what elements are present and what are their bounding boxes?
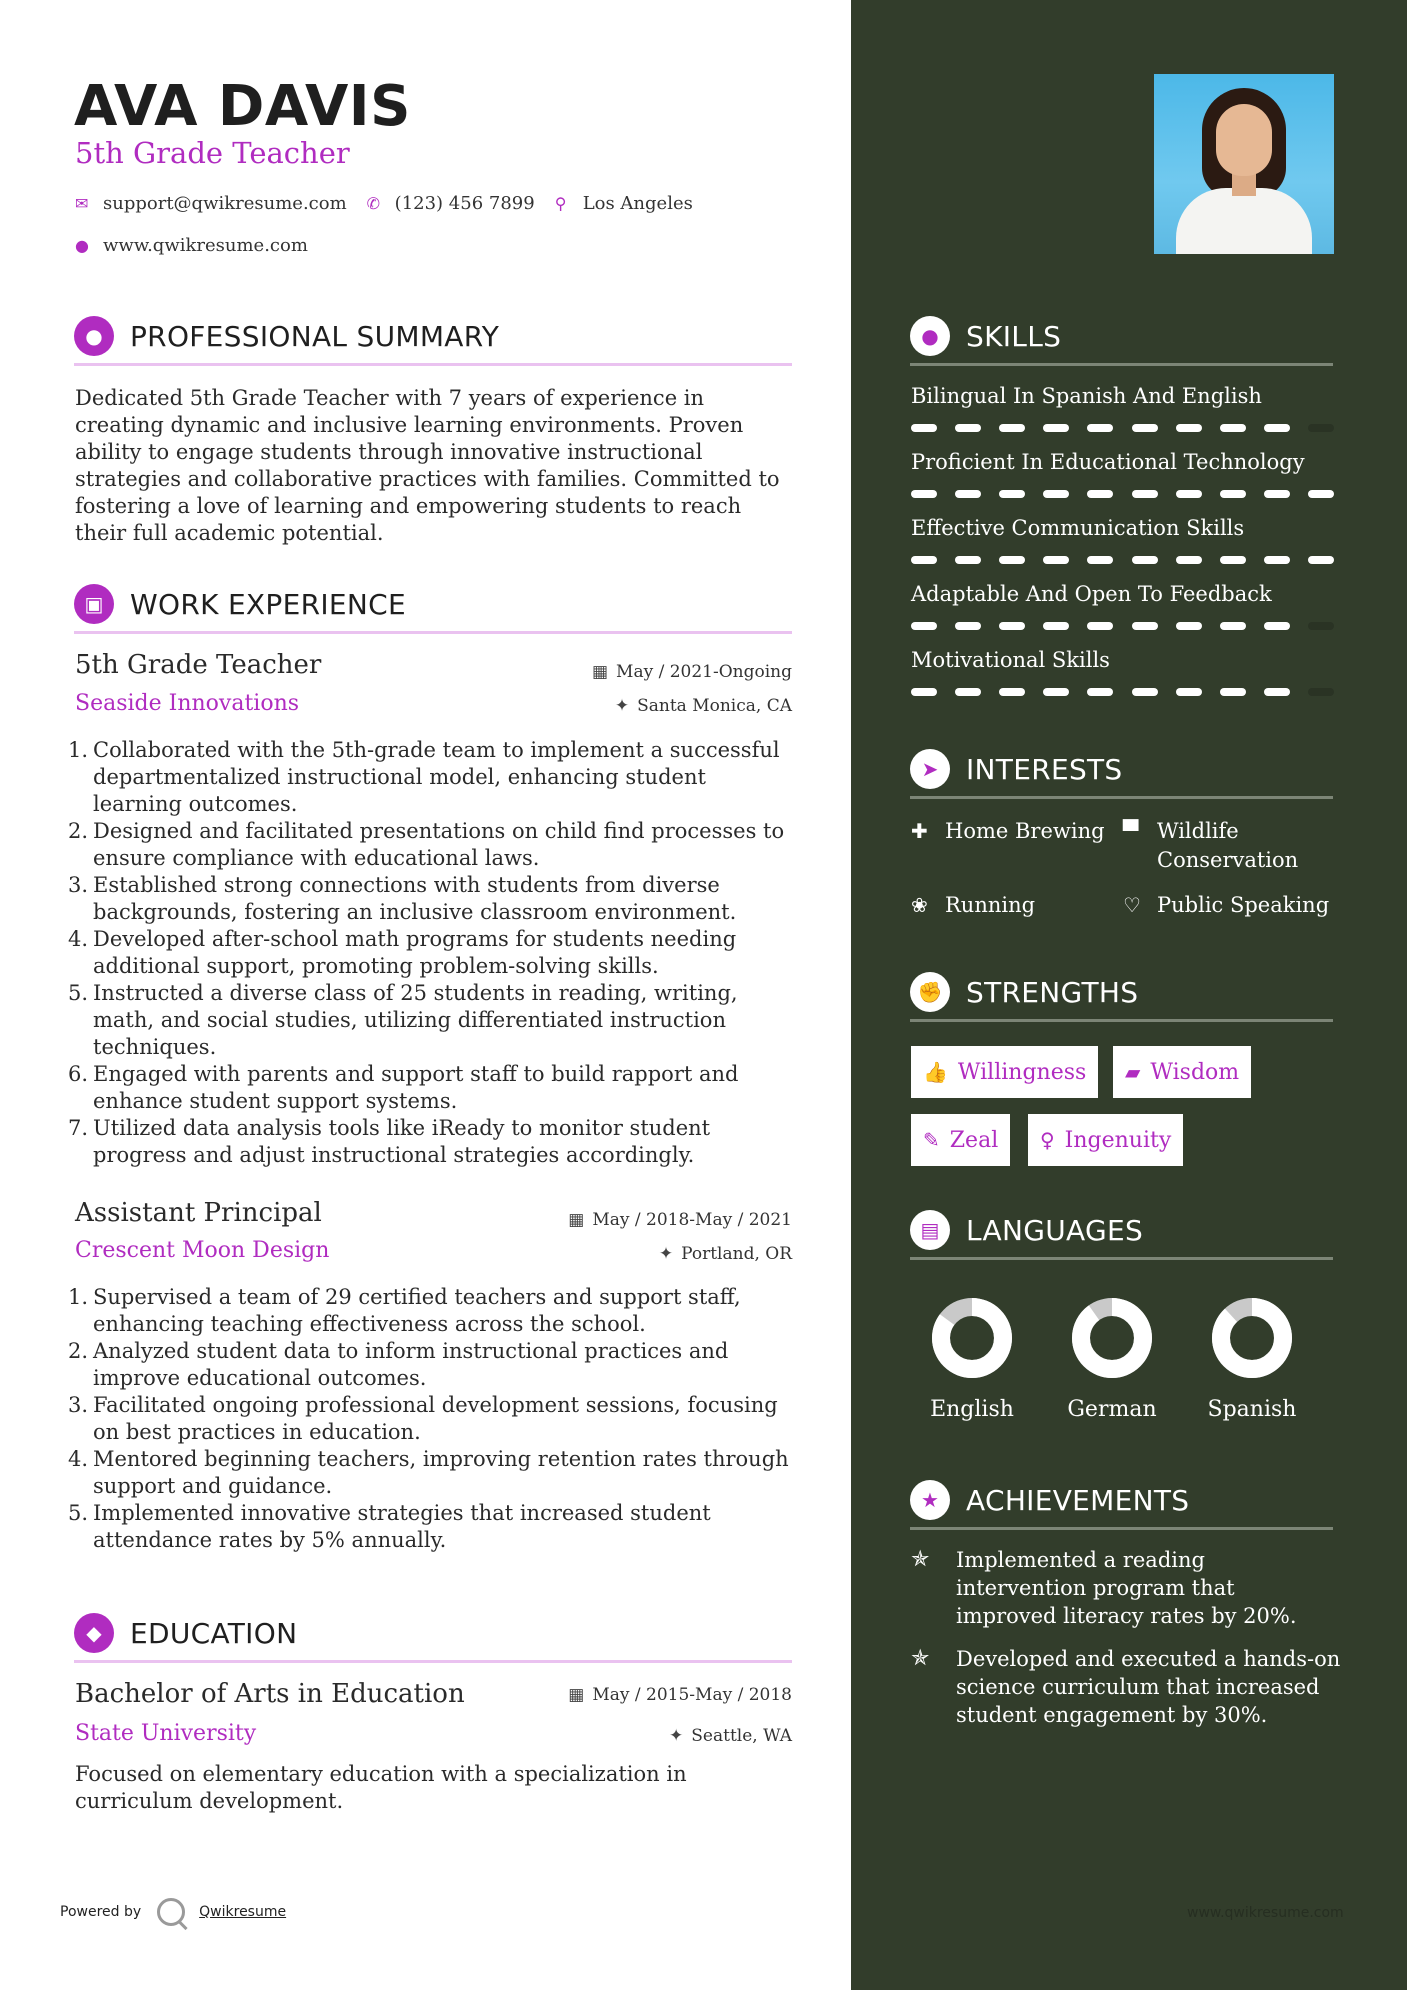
book-icon: ▰ — [1125, 1060, 1141, 1084]
fist-icon: ✊ — [910, 972, 950, 1012]
strength-tag — [1028, 1114, 1183, 1166]
rating-dash — [955, 688, 981, 696]
paper-plane-icon: ➤ — [910, 749, 950, 789]
website-link[interactable]: www.qwikresume.com — [103, 235, 308, 256]
rating-dash — [911, 424, 937, 432]
list-item: 2. Analyzed student data to inform instructional practices and improve educational outcomes. — [68, 1339, 729, 1390]
rating-dash — [999, 424, 1025, 432]
rating-dash — [955, 556, 981, 564]
skills-title: SKILLS — [966, 320, 1062, 353]
interest-label: Running — [945, 893, 1036, 917]
achievements-header — [910, 1480, 1333, 1530]
rating-dash — [1220, 424, 1246, 432]
summary-text: Dedicated 5th Grade Teacher with 7 years of experience in creating dynamic and inclusive learning environments. Proven ability to engage students through innovative instructional strategies and collaborative practices with families. Committed to fostering a love of learning and empowering students to reach their full academic potential. — [75, 386, 780, 545]
rating-dash — [999, 622, 1025, 630]
rating-dash — [955, 490, 981, 498]
rating-dash — [1176, 490, 1202, 498]
strengths-header — [910, 972, 1333, 1022]
education-header — [74, 1613, 792, 1663]
language-label: German — [1067, 1397, 1157, 1422]
interests-header — [910, 749, 1333, 799]
language-level-ring — [931, 1297, 1013, 1379]
rating-dash — [1176, 556, 1202, 564]
job-2-place: Portland, OR — [681, 1244, 792, 1264]
qwikresume-link[interactable]: Qwikresume — [199, 1904, 287, 1920]
skill-rating-bar — [911, 490, 1334, 498]
rating-dash — [911, 688, 937, 696]
phone-text: (123) 456 7899 — [394, 193, 535, 214]
education-place: Seattle, WA — [691, 1726, 792, 1746]
language-label: Spanish — [1207, 1397, 1297, 1422]
language-level-arc — [1221, 1307, 1283, 1369]
puzzle-icon: ✚ — [911, 819, 928, 843]
skill-label: Adaptable And Open To Feedback — [911, 582, 1272, 606]
summary-title: PROFESSIONAL SUMMARY — [130, 320, 500, 353]
graduation-cap-icon: ◆ — [74, 1613, 114, 1653]
education-dates-row — [568, 1685, 792, 1705]
lightbulb-icon: ♀ — [1040, 1128, 1055, 1152]
user-icon: ● — [74, 316, 114, 356]
strength-label: Ingenuity — [1064, 1127, 1172, 1153]
rating-dash — [911, 490, 937, 498]
rating-dash — [955, 424, 981, 432]
strength-label: Wisdom — [1150, 1059, 1240, 1085]
rating-dash — [1308, 556, 1334, 564]
job-2-company: Crescent Moon Design — [75, 1238, 330, 1263]
job-1-duties — [68, 737, 798, 1169]
interest-label: Public Speaking — [1157, 893, 1330, 917]
strengths-title: STRENGTHS — [966, 976, 1139, 1009]
rating-dash — [1132, 490, 1158, 498]
rating-dash — [1043, 622, 1069, 630]
achievement-text: Implemented a reading intervention program that improved literacy rates by 20%. — [956, 1548, 1297, 1628]
education-place-row — [669, 1726, 792, 1746]
skill-label: Motivational Skills — [911, 648, 1110, 672]
experience-title: WORK EXPERIENCE — [130, 588, 406, 621]
rating-dash — [1087, 556, 1113, 564]
star-icon: ✯ — [911, 1547, 930, 1572]
experience-header — [74, 584, 792, 634]
skill-rating-bar — [911, 424, 1334, 432]
qwikresume-logo-icon — [157, 1898, 185, 1926]
book-icon: ▀ — [1123, 819, 1139, 843]
rating-dash — [1264, 556, 1290, 564]
location-text: Los Angeles — [582, 193, 693, 214]
rating-dash — [911, 622, 937, 630]
rating-dash — [1308, 622, 1334, 630]
contact-row — [75, 193, 693, 214]
job-2-title: Assistant Principal — [75, 1198, 322, 1228]
rating-dash — [911, 556, 937, 564]
job-1-title: 5th Grade Teacher — [75, 650, 322, 680]
rating-dash — [1308, 424, 1334, 432]
achievement-item — [911, 1546, 1341, 1630]
list-item: 3. Established strong connections with students from diverse backgrounds, fostering an inclusive classroom environment. — [68, 873, 737, 924]
skill-rating-bar — [911, 688, 1334, 696]
education-text: Focused on elementary education with a specialization in curriculum development. — [75, 1762, 687, 1813]
rating-dash — [999, 556, 1025, 564]
calendar-icon: ▦ — [568, 1210, 585, 1230]
strength-label: Willingness — [957, 1059, 1087, 1085]
list-item: 5. Implemented innovative strategies that increased student attendance rates by 5% annually. — [68, 1501, 711, 1552]
list-item: 2. Designed and facilitated presentations on child find processes to ensure compliance with educational laws. — [68, 819, 785, 870]
powered-by-text: Powered by — [60, 1904, 142, 1920]
job-2-duties — [68, 1284, 798, 1554]
rating-dash — [1176, 424, 1202, 432]
list-item: 4. Developed after-school math programs for students needing additional support, promoting problem-solving skills. — [68, 927, 737, 978]
pin-icon: ✦ — [658, 1244, 674, 1264]
list-item: 5. Instructed a diverse class of 25 students in reading, writing, math, and social studies, utilizing differentiated instruction techniques. — [68, 981, 738, 1059]
rating-dash — [1087, 490, 1113, 498]
summary-header — [74, 316, 792, 366]
rating-dash — [999, 688, 1025, 696]
candidate-role: 5th Grade Teacher — [75, 136, 350, 170]
rating-dash — [1264, 490, 1290, 498]
briefcase-icon: ▣ — [74, 584, 114, 624]
website-row — [75, 235, 308, 256]
school-name: State University — [75, 1721, 257, 1746]
job-1-dates: May / 2021-Ongoing — [616, 662, 792, 682]
pin-icon: ✦ — [614, 696, 630, 716]
rating-dash — [1308, 490, 1334, 498]
pen-icon: ✎ — [923, 1128, 940, 1152]
language-icon: ▤ — [910, 1210, 950, 1250]
thumbs-up-icon: 👍 — [923, 1060, 948, 1084]
sidebar — [851, 0, 1407, 1990]
footer-website: www.qwikresume.com — [1187, 1905, 1344, 1921]
envelope-icon: ✉ — [75, 194, 89, 213]
skill-label: Proficient In Educational Technology — [911, 450, 1305, 474]
job-1-company: Seaside Innovations — [75, 691, 300, 716]
interest-item — [911, 817, 1105, 846]
interest-label: Wildlife Conservation — [1157, 819, 1299, 872]
rating-dash — [999, 490, 1025, 498]
rating-dash — [1220, 622, 1246, 630]
rating-dash — [1220, 490, 1246, 498]
achievement-item — [911, 1645, 1341, 1729]
paw-icon: ❀ — [911, 893, 928, 917]
rating-dash — [1308, 688, 1334, 696]
email-link[interactable]: support@qwikresume.com — [103, 193, 347, 214]
globe-icon: ● — [75, 236, 89, 255]
rating-dash — [1043, 556, 1069, 564]
interest-label: Home Brewing — [945, 819, 1105, 843]
rating-dash — [1087, 622, 1113, 630]
footer — [60, 1898, 286, 1926]
list-item: 6. Engaged with parents and support staff to build rapport and enhance student support systems. — [68, 1062, 739, 1113]
map-pin-icon: ⚲ — [554, 194, 567, 213]
job-2-dates-row — [568, 1210, 792, 1230]
skill-label: Bilingual In Spanish And English — [911, 384, 1262, 408]
rating-dash — [1220, 688, 1246, 696]
interest-item — [911, 891, 1035, 920]
list-item: 1. Collaborated with the 5th-grade team to implement a successful departmentalized instructional model, enhancing student learning outcomes. — [68, 738, 780, 816]
list-item: 7. Utilized data analysis tools like iReady to monitor student progress and adjust instructional strategies accordingly. — [68, 1116, 711, 1167]
job-1-place-row — [615, 696, 792, 716]
rating-dash — [1132, 556, 1158, 564]
list-item: 4. Mentored beginning teachers, improving retention rates through support and guidance. — [68, 1447, 789, 1498]
job-2-dates: May / 2018-May / 2021 — [592, 1210, 792, 1230]
job-2-place-row — [659, 1244, 792, 1264]
achievement-text: Developed and executed a hands-on science curriculum that increased student engagement by 30%. — [956, 1647, 1341, 1727]
calendar-icon: ▦ — [568, 1685, 585, 1705]
calendar-icon: ▦ — [591, 662, 609, 682]
profile-photo — [1154, 74, 1334, 254]
language-level-ring — [1211, 1297, 1293, 1379]
rating-dash — [1220, 556, 1246, 564]
skill-rating-bar — [911, 622, 1334, 630]
candidate-name: AVA DAVIS — [74, 74, 411, 139]
language-level-arc — [1081, 1307, 1143, 1369]
list-item: 1. Supervised a team of 29 certified teachers and support staff, enhancing teaching effectiveness across the school. — [68, 1285, 741, 1336]
education-dates: May / 2015-May / 2018 — [592, 1685, 792, 1705]
rating-dash — [1132, 424, 1158, 432]
rating-dash — [955, 622, 981, 630]
strength-tag — [1113, 1046, 1251, 1098]
rating-dash — [1264, 424, 1290, 432]
phone-icon: ✆ — [366, 194, 381, 213]
strength-tag — [911, 1114, 1010, 1166]
heartbeat-icon: ♡ — [1123, 893, 1141, 917]
job-1-place: Santa Monica, CA — [637, 696, 792, 716]
skill-rating-bar — [911, 556, 1334, 564]
list-item: 3. Facilitated ongoing professional development sessions, focusing on best practices in education. — [68, 1393, 778, 1444]
skill-label: Effective Communication Skills — [911, 516, 1245, 540]
rating-dash — [1043, 490, 1069, 498]
interests-title: INTERESTS — [966, 753, 1123, 786]
rating-dash — [1132, 622, 1158, 630]
interest-item — [1123, 891, 1329, 920]
interest-item — [1123, 817, 1323, 875]
degree-title: Bachelor of Arts in Education — [75, 1679, 465, 1709]
languages-title: LANGUAGES — [966, 1214, 1144, 1247]
rating-dash — [1264, 622, 1290, 630]
education-title: EDUCATION — [130, 1617, 298, 1650]
languages-header — [910, 1210, 1333, 1260]
rating-dash — [1087, 688, 1113, 696]
rating-dash — [1043, 424, 1069, 432]
strength-label: Zeal — [949, 1127, 999, 1153]
rating-dash — [1043, 688, 1069, 696]
rating-dash — [1087, 424, 1113, 432]
rating-dash — [1132, 688, 1158, 696]
skills-header — [910, 316, 1333, 366]
language-level-ring — [1071, 1297, 1153, 1379]
language-label: English — [930, 1397, 1014, 1422]
star-icon: ★ — [910, 1480, 950, 1520]
pin-icon: ✦ — [669, 1726, 684, 1746]
lightbulb-icon: ● — [910, 316, 950, 356]
strength-tag — [911, 1046, 1098, 1098]
rating-dash — [1176, 688, 1202, 696]
star-icon: ✯ — [911, 1646, 930, 1671]
rating-dash — [1264, 688, 1290, 696]
achievements-title: ACHIEVEMENTS — [966, 1484, 1190, 1517]
rating-dash — [1176, 622, 1202, 630]
job-1-dates-row — [592, 662, 792, 682]
